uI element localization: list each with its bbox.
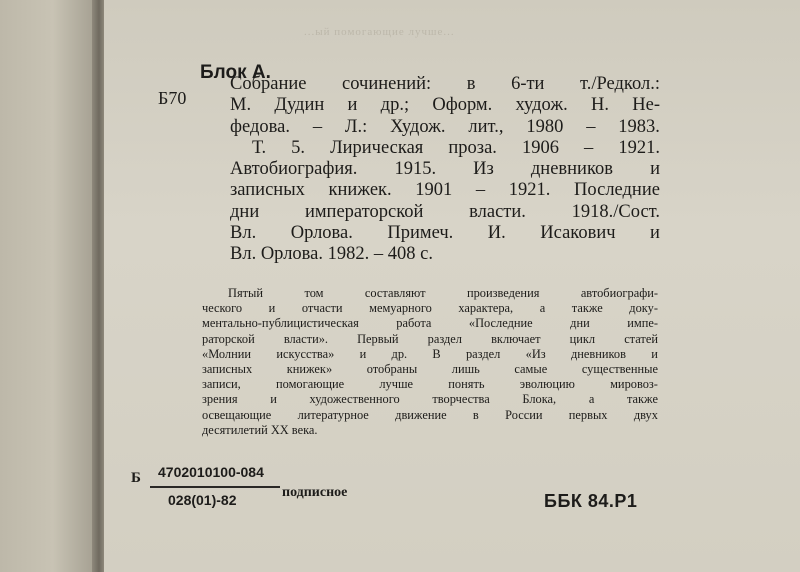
bib-line: дни императорской власти. 1918./Сост. — [230, 201, 660, 222]
bib-line: записных книжек. 1901 – 1921. Последние — [230, 180, 660, 201]
fraction-line — [150, 486, 280, 488]
bib-line: Автобиография. 1915. Из дневников и — [230, 159, 660, 180]
catalog-code: Б70 — [158, 88, 187, 108]
bib-line: Собрание сочинений: в 6-ти т./Редкол.: — [230, 74, 660, 94]
isbn-denominator: 028(01)-82 — [168, 492, 237, 508]
annotation-line: раторской власти». Первый раздел включает цикл статей — [202, 331, 658, 346]
bib-line: федова. – Л.: Худож. лит., 1980 – 1983. — [230, 116, 660, 137]
faded-bleedthrough-text: ...ый помогающие лучше... — [304, 26, 455, 38]
bbk-code: ББК 84.Р1 — [544, 491, 638, 511]
left-page-edge — [0, 0, 96, 572]
bib-line: Т. 5. Лирическая проза. 1906 – 1921. — [252, 137, 660, 158]
book-page — [104, 0, 800, 572]
annotation-line: записных книжек» отобраны лишь самые существенные — [202, 361, 658, 376]
bib-line: Вл. Орлова. 1982. – 408 с. — [230, 244, 433, 265]
annotation-line: «Молнии искусства» и др. В раздел «Из дневников и — [202, 346, 658, 361]
isbn-prefix-letter: Б — [131, 470, 141, 486]
bib-line: М. Дудин и др.; Оформ. худож. Н. Не- — [230, 95, 660, 116]
isbn-numerator: 4702010100-084 — [158, 464, 264, 480]
author-name: Блок А. — [200, 62, 271, 83]
annotation-line: записи, помогающие лучше понять эволюцию мировоз- — [202, 377, 658, 392]
bib-line: Вл. Орлова. Примеч. И. Исакович и — [230, 223, 660, 244]
annotation-line: зрения и художественного творчества Блока, а также — [202, 392, 658, 407]
annotation-line: освещающие литературное движение в России первых двух — [202, 407, 658, 422]
annotation-line: Пятый том составляют произведения автобиографи- — [228, 286, 658, 300]
annotation-line: ментально-публицистическая работа «Последние дни импе- — [202, 316, 658, 331]
annotation-line: десятилетий XX века. — [202, 422, 318, 437]
annotation — [202, 286, 658, 438]
subscription-label: подписное — [282, 485, 348, 500]
annotation-line: ческого и отчасти мемуарного характера, а также доку- — [202, 301, 658, 316]
bibliographic-description — [230, 74, 660, 266]
